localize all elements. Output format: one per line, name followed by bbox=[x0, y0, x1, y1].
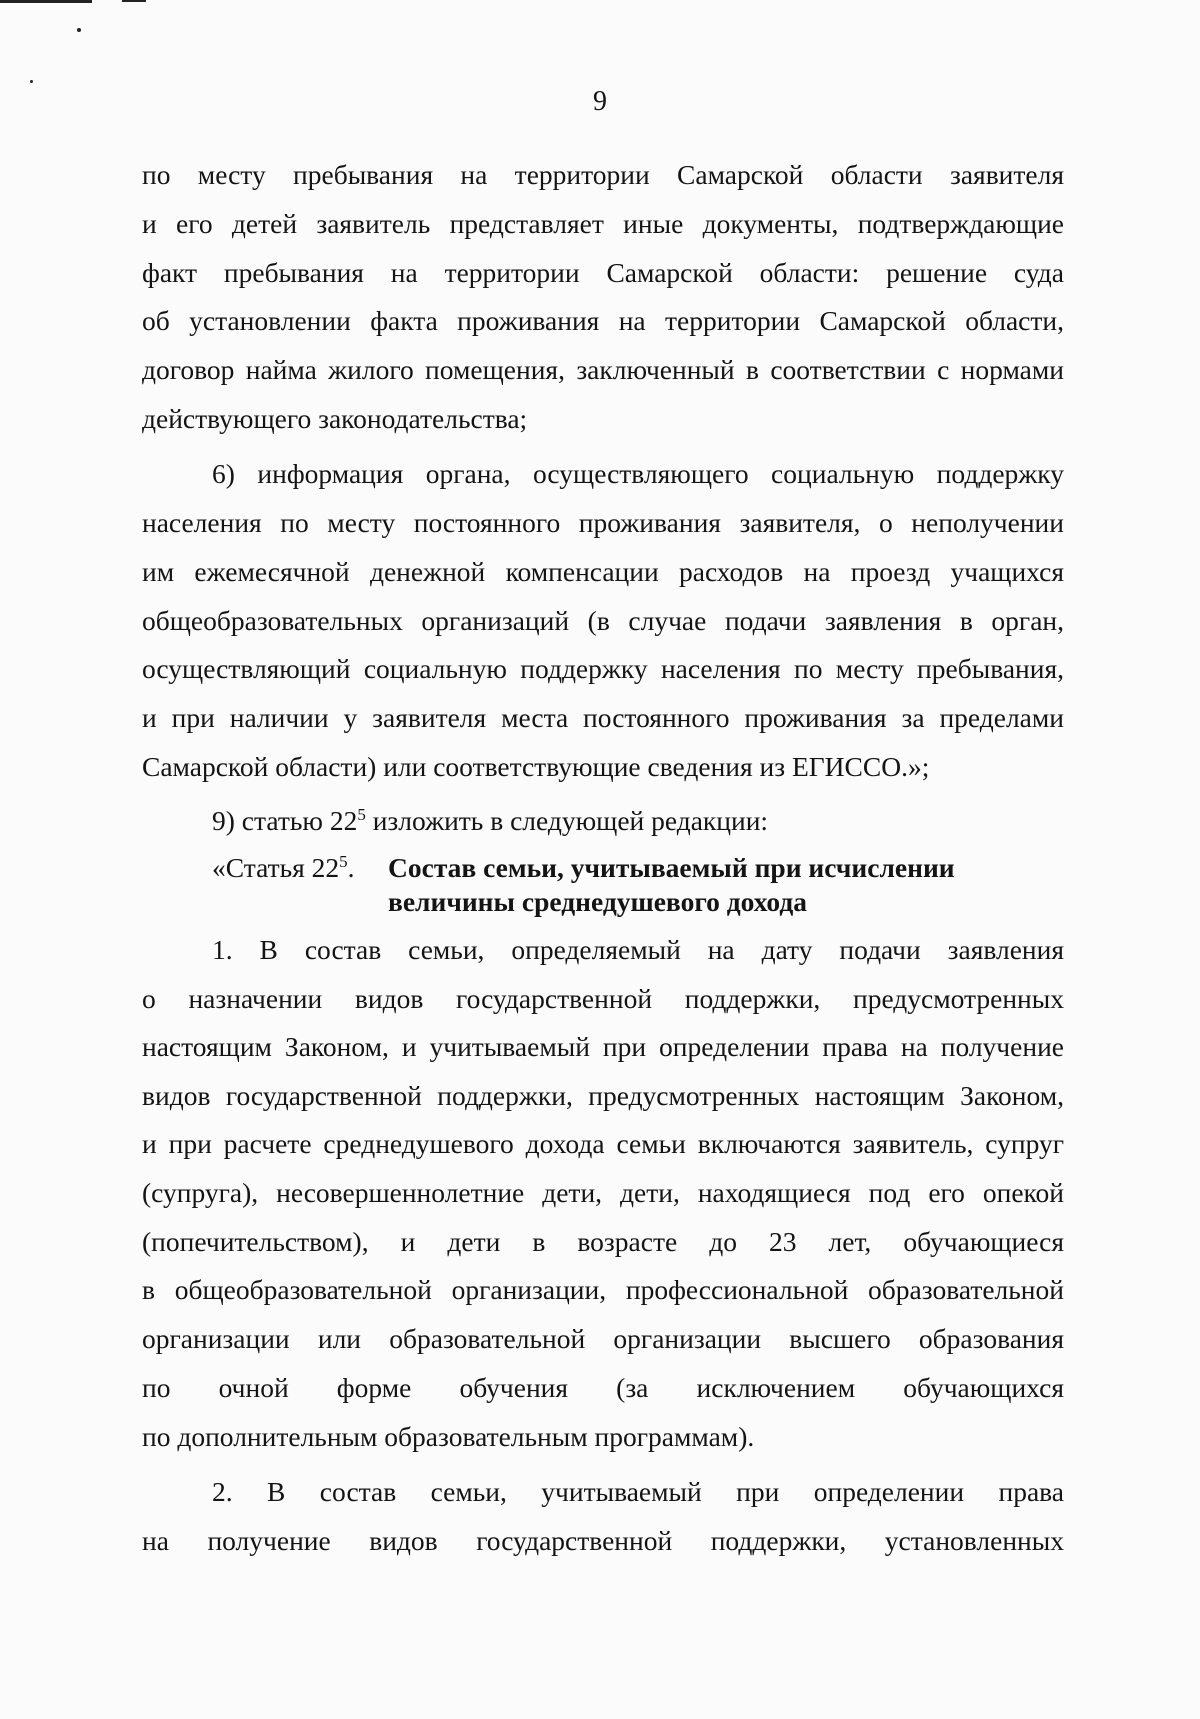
page-number: 9 bbox=[593, 86, 607, 117]
text-line: видов государственной поддержки, предусмотренных настоящим Законом, bbox=[142, 1080, 1064, 1111]
scan-artifact-line bbox=[0, 0, 92, 3]
text-line: 2. В состав семьи, учитываемый при определении права bbox=[212, 1476, 1064, 1507]
text-line: 6) информация органа, осуществляющего социальную поддержку bbox=[212, 458, 1064, 489]
article-label: «Статья $22^5$. bbox=[212, 851, 355, 883]
text-line: факт пребывания на территории Самарской области: решение суда bbox=[142, 257, 1064, 288]
amendment-item-text: 9) статью 22 bbox=[212, 805, 358, 836]
text-line: о назначении видов государственной поддержки, предусмотренных bbox=[142, 983, 1064, 1014]
text-line: по очной форме обучения (за исключением обучающихся bbox=[142, 1372, 1064, 1403]
text-line: 1. В состав семьи, определяемый на дату подачи заявления bbox=[212, 934, 1064, 965]
article-superscript: 5 bbox=[339, 851, 348, 871]
scan-artifact-dot bbox=[30, 80, 33, 83]
amendment-item-text: изложить в следующей редакции: bbox=[365, 805, 769, 836]
text-line: (супруга), несовершеннолетние дети, дети, находящиеся под его опекой bbox=[142, 1177, 1064, 1208]
amendment-item bbox=[212, 801, 1064, 841]
text-line: об установлении факта проживания на территории Самарской области, bbox=[142, 305, 1064, 336]
text-line: по дополнительным образовательным программам). bbox=[142, 1421, 755, 1452]
text-line: населения по месту постоянного проживания заявителя, о неполучении bbox=[142, 507, 1064, 538]
text-line: действующего законодательства; bbox=[142, 403, 528, 434]
text-line: в общеобразовательной организации, профессиональной образовательной bbox=[142, 1274, 1064, 1305]
text-line: договор найма жилого помещения, заключенный в соответствии с нормами bbox=[142, 354, 1064, 385]
article-title-line: величины среднедушевого дохода bbox=[388, 886, 808, 917]
text-line: и при расчете среднедушевого дохода семьи включаются заявитель, супруг bbox=[142, 1128, 1064, 1159]
text-line: и его детей заявитель представляет иные документы, подтверждающие bbox=[142, 208, 1064, 239]
text-line: (попечительством), и дети в возрасте до 23 лет, обучающиеся bbox=[142, 1226, 1064, 1257]
text-line: по месту пребывания на территории Самарской области заявителя bbox=[142, 159, 1064, 190]
article-title bbox=[388, 851, 988, 919]
text-line: Самарской области) или соответствующие сведения из ЕГИССО.»; bbox=[142, 751, 930, 782]
scan-artifact-dot bbox=[77, 28, 81, 32]
scan-artifact-line bbox=[122, 0, 146, 2]
text-line: на получение видов государственной поддержки, установленных bbox=[142, 1525, 1064, 1556]
text-line: осуществляющий социальную поддержку населения по месту пребывания, bbox=[142, 653, 1064, 684]
text-line: организации или образовательной организации высшего образования bbox=[142, 1323, 1064, 1354]
text-line: и при наличии у заявителя места постоянного проживания за пределами bbox=[142, 702, 1064, 733]
article-title-line: Состав семьи, учитываемый при исчислении bbox=[388, 852, 955, 883]
text-line: им ежемесячной денежной компенсации расходов на проезд учащихся bbox=[142, 556, 1064, 587]
text-line: настоящим Законом, и учитываемый при определении права на получение bbox=[142, 1031, 1064, 1062]
text-line: общеобразовательных организаций (в случае подачи заявления в орган, bbox=[142, 605, 1064, 636]
article-superscript: 5 bbox=[357, 804, 366, 824]
